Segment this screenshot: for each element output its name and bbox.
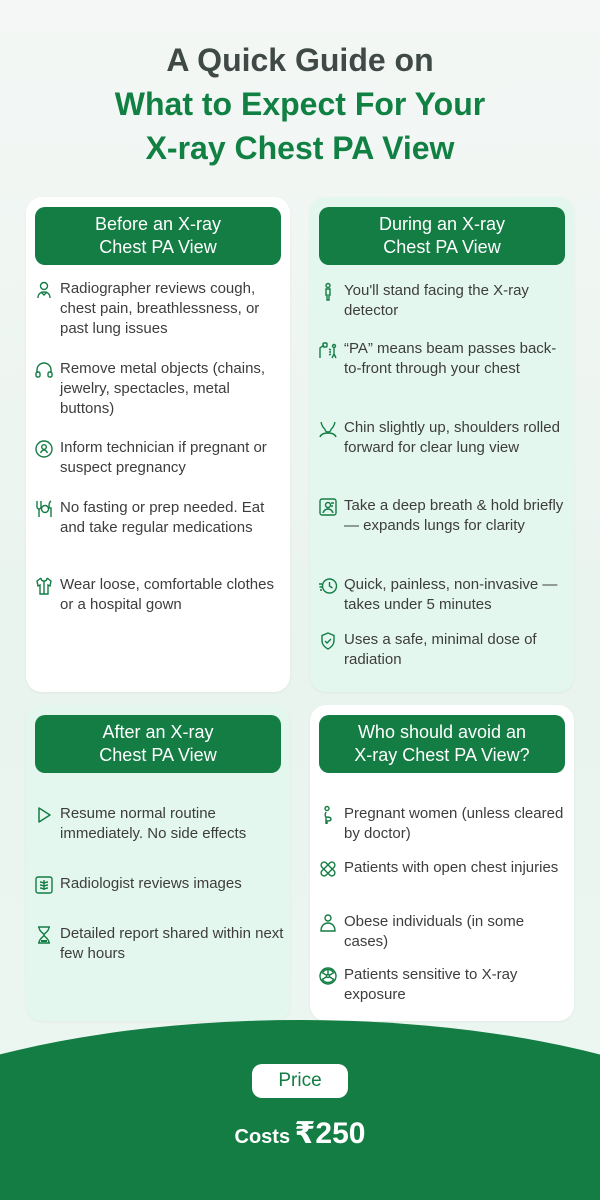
list-item-text: Obese individuals (in some cases): [344, 913, 525, 950]
person-icon: [318, 913, 338, 933]
list-item-text: Radiologist reviews images: [60, 875, 242, 892]
list-item-text: Uses a safe, minimal dose of radiation: [344, 631, 537, 668]
pregnancy-icon: [34, 439, 54, 459]
list-item: [26, 804, 290, 844]
price-costs: [0, 1116, 600, 1151]
pregnant-woman-icon: [318, 805, 338, 825]
list-item-text: Remove metal objects (chains, jewelry, spectacles, metal buttons): [60, 360, 266, 417]
avoid-card: [310, 705, 574, 1021]
gown-icon: [34, 576, 54, 596]
list-item: [310, 630, 574, 670]
headphones-icon: [34, 360, 54, 380]
during-heading-line-1: During an X-ray: [378, 214, 506, 234]
list-item-text: Quick, painless, non-invasive — takes under 5 minutes: [344, 576, 558, 613]
price-value: ₹250: [294, 1117, 366, 1150]
standing-person-icon: [318, 282, 338, 302]
after-heading-line-1: After an X-ray: [102, 722, 214, 742]
list-item-text: Detailed report shared within next few hours: [60, 925, 284, 962]
title-line-3: X-ray Chest PA View: [145, 130, 455, 166]
breath-icon: [318, 497, 338, 517]
list-item-text: Take a deep breath & hold briefly — expands lungs for clarity: [344, 497, 564, 534]
list-item-text: You'll stand facing the X-ray detector: [344, 282, 529, 319]
list-item: [26, 575, 290, 615]
title-line-1: A Quick Guide on: [166, 42, 434, 78]
list-item: [310, 804, 574, 844]
list-item-text: Patients with open chest injuries: [344, 859, 559, 876]
list-item: [310, 575, 574, 615]
title-line-2: What to Expect For Your: [114, 86, 486, 122]
xray-image-icon: [34, 875, 54, 895]
xray-machine-icon: [318, 340, 338, 360]
list-item: [26, 359, 290, 419]
list-item: [310, 418, 574, 458]
list-item: [26, 924, 290, 964]
avoid-card-heading: [319, 715, 565, 773]
before-heading-line-1: Before an X-ray: [94, 214, 222, 234]
list-item-text: “PA” means beam passes back-to-front through your chest: [344, 340, 557, 377]
list-item: [310, 339, 574, 379]
doctor-icon: [34, 280, 54, 300]
list-item-text: Patients sensitive to X-ray exposure: [344, 966, 518, 1003]
list-item: [310, 496, 574, 536]
shield-check-icon: [318, 631, 338, 651]
price-label: Price: [252, 1064, 348, 1098]
list-item: [26, 438, 290, 478]
before-heading-line-2: Chest PA View: [99, 237, 217, 257]
radiation-icon: [318, 966, 338, 986]
list-item-text: Wear loose, comfortable clothes or a hospital gown: [60, 576, 274, 613]
during-card: [310, 197, 574, 692]
list-item-text: No fasting or prep needed. Eat and take regular medications: [60, 499, 265, 536]
avoid-heading-line-1: Who should avoid an: [357, 722, 527, 742]
during-card-heading: [319, 207, 565, 265]
play-icon: [34, 805, 54, 825]
cutlery-icon: [34, 499, 54, 519]
page-title: [0, 38, 600, 170]
hourglass-icon: [34, 925, 54, 945]
list-item-text: Resume normal routine immediately. No side effects: [60, 805, 247, 842]
list-item: [310, 912, 574, 952]
avoid-heading-line-2: X-ray Chest PA View?: [354, 745, 530, 765]
before-card: [26, 197, 290, 692]
shoulders-icon: [318, 419, 338, 439]
bandage-icon: [318, 859, 338, 879]
list-item-text: Pregnant women (unless cleared by doctor): [344, 805, 564, 842]
list-item: [26, 498, 290, 538]
footer-band: [0, 1020, 600, 1200]
list-item-text: Inform technician if pregnant or suspect pregnancy: [60, 439, 267, 476]
list-item: [310, 858, 574, 879]
after-heading-line-2: Chest PA View: [99, 745, 217, 765]
list-item: [310, 965, 574, 1005]
list-item-text: Chin slightly up, shoulders rolled forward for clear lung view: [344, 419, 560, 456]
after-card: [26, 705, 290, 1021]
before-card-heading: [35, 207, 281, 265]
after-card-heading: [35, 715, 281, 773]
list-item: [26, 874, 290, 895]
fast-clock-icon: [318, 576, 338, 596]
list-item: [310, 281, 574, 321]
list-item-text: Radiographer reviews cough, chest pain, breathlessness, or past lung issues: [60, 280, 260, 337]
list-item: [26, 279, 290, 339]
costs-label: Costs: [234, 1126, 291, 1148]
during-heading-line-2: Chest PA View: [383, 237, 501, 257]
